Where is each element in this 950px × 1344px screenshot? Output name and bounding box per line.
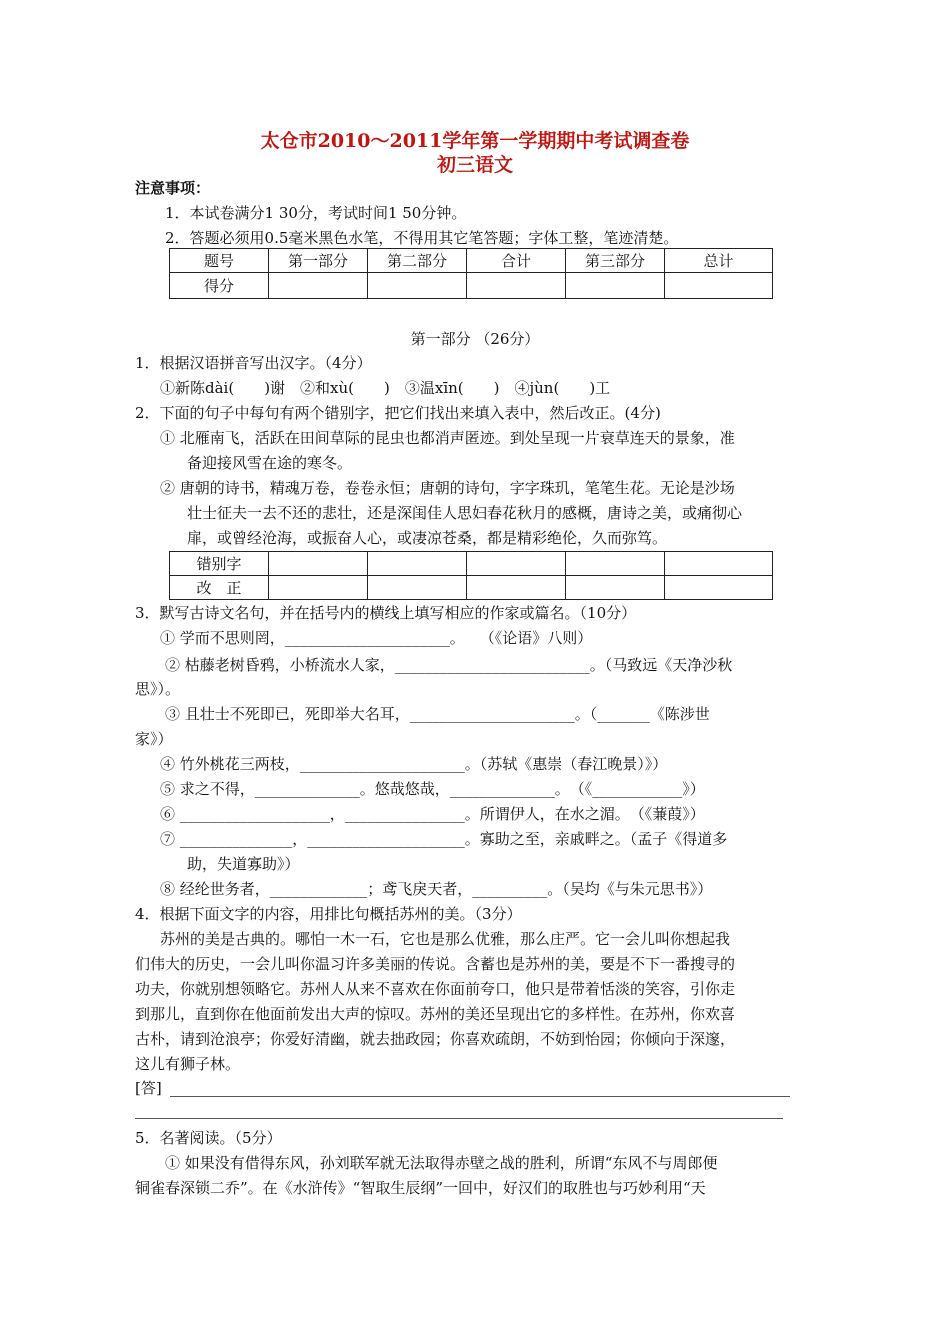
- error-cell[interactable]: [368, 576, 467, 600]
- error-cell[interactable]: [665, 552, 773, 576]
- answer-line[interactable]: [135, 1118, 783, 1119]
- score-cell[interactable]: [566, 273, 665, 299]
- error-table-label: 改 正: [170, 576, 269, 600]
- error-cell[interactable]: [467, 576, 566, 600]
- error-cell[interactable]: [665, 576, 773, 600]
- recite-item-cont: 家》）: [135, 730, 173, 748]
- score-table-header: 第一部分: [269, 249, 368, 273]
- score-table-header: 总计: [665, 249, 773, 273]
- error-cell[interactable]: [566, 552, 665, 576]
- recite-item: ⑧ 经纶世务者，_____________；鸢飞戾天者，__________。（吴均《与朱元思书》）: [160, 880, 713, 898]
- error-cell[interactable]: [368, 552, 467, 576]
- answer-label: [答]: [135, 1079, 162, 1097]
- notes-heading: 注意事项：: [135, 179, 211, 197]
- passage-line: 壮士征夫一去不还的悲壮，还是深闺佳人思妇春花秋月的感概，唐诗之美，或痛彻心: [187, 504, 743, 522]
- score-cell[interactable]: [368, 273, 467, 299]
- score-table-header: 第二部分: [368, 249, 467, 273]
- recite-item: ② 枯藤老树昏鸦，小桥流水人家，__________________________。（马致远《天净沙秋: [165, 656, 733, 674]
- score-table-header: 题号: [170, 249, 269, 273]
- recite-item-cont: 思》）。: [135, 680, 181, 698]
- recite-item: ④ 竹外桃花三两枝，______________________。（苏轼《惠崇（春江晚景）》）: [160, 755, 668, 773]
- question-2: 2．下面的句子中每句有两个错别字，把它们找出来填入表中，然后改正。(4分): [135, 404, 661, 422]
- exam-title: 太仓市2010～2011学年第一学期期中考试调查卷: [260, 130, 690, 152]
- passage-line: ① 如果没有借得东风，孙刘联军就无法取得赤壁之战的胜利，所谓“东风不与周郎便: [165, 1154, 718, 1172]
- notes-item: 1．本试卷满分1 30分，考试时间1 50分钟。: [165, 204, 467, 222]
- passage-line: 铜雀春深锁二乔”。在《水浒传》“智取生辰纲”一回中，好汉们的取胜也与巧妙利用“天: [135, 1179, 706, 1197]
- question-3: 3．默写古诗文名句，并在括号内的横线上填写相应的作家或篇名。（10分）: [135, 604, 637, 622]
- question-1-items: ①新陈dài( )谢 ②和xù( ) ③温xīn( ) ④jùn( )工: [160, 379, 611, 397]
- passage-line: 到那儿，直到你在他面前发出大声的惊叹。苏州的美还呈现出它的多样性。在苏州，你欢喜: [135, 1005, 736, 1023]
- passage-line: 这儿有狮子林。: [135, 1055, 241, 1073]
- error-cell[interactable]: [269, 576, 368, 600]
- score-cell[interactable]: [269, 273, 368, 299]
- error-cell[interactable]: [269, 552, 368, 576]
- recite-item: ① 学而不思则罔，______________________。 （《论语》八则）: [160, 629, 593, 647]
- recite-item-cont: 助，失道寡助》）: [187, 855, 300, 873]
- passage-line: 古朴，请到沧浪亭；你爱好清幽，就去拙政园；你喜欢疏朗，不妨到怡园；你倾向于深邃，: [135, 1030, 736, 1048]
- score-table-row-label: 得分: [170, 273, 269, 299]
- recite-item: ⑦ _______________，_____________________。寡助之至，亲戚畔之。（孟子《得道多: [160, 830, 728, 848]
- recite-item: ⑥ ____________________，________________。所谓伊人，在水之湄。 （《蒹葭》）: [160, 805, 705, 823]
- passage-line: ② 唐朝的诗书，精魂万卷，卷卷永恒；唐朝的诗句，字字珠玑，笔笔生花。无论是沙场: [160, 479, 735, 497]
- question-4: 4．根据下面文字的内容，用排比句概括苏州的美。（3分）: [135, 905, 522, 923]
- passage-line: 备迎接风雪在途的寒冬。: [187, 454, 353, 472]
- notes-item: 2．答题必须用0.5毫米黑色水笔，不得用其它笔答题；字体工整，笔迹清楚。: [165, 229, 679, 247]
- passage-line: ① 北雁南飞，活跃在田间草际的昆虫也都消声匿迹。到处呈现一片衰草连天的景象，准: [160, 429, 735, 447]
- exam-subtitle: 初三语文: [436, 154, 513, 176]
- score-cell[interactable]: [665, 273, 773, 299]
- score-cell[interactable]: [467, 273, 566, 299]
- error-table-label: 错别字: [170, 552, 269, 576]
- answer-line[interactable]: [170, 1096, 790, 1097]
- question-5: 5．名著阅读。（5分）: [135, 1129, 282, 1147]
- error-cell[interactable]: [467, 552, 566, 576]
- part-heading: 第一部分 （26分）: [410, 330, 540, 348]
- recite-item: ⑤ 求之不得，______________。悠哉悠哉，______________。 （《____________》）: [160, 780, 705, 798]
- score-table-header: 第三部分: [566, 249, 665, 273]
- score-table: [169, 248, 773, 299]
- passage-line: 们伟大的历史，一会儿叫你温习许多美丽的传说。含蓄也是苏州的美，要是不下一番搜寻的: [135, 955, 736, 973]
- error-table: [169, 551, 773, 600]
- passage-line: 扉，或曾经沧海，或振奋人心，或凄凉苍桑，都是精彩绝伦，久而弥笃。: [187, 529, 668, 547]
- passage-line: 功夫，你就别想领略它。苏州人从来不喜欢在你面前夸口，他只是带着恬淡的笑容，引你走: [135, 980, 736, 998]
- question-1: 1．根据汉语拼音写出汉字。（4分）: [135, 354, 372, 372]
- error-cell[interactable]: [566, 576, 665, 600]
- passage-line: 苏州的美是古典的。哪怕一木一石，它也是那么优雅，那么庄严。它一会儿叫你想起我: [160, 930, 731, 948]
- recite-item: ③ 且壮士不死即已，死即举大名耳，______________________。（_______《陈涉世: [165, 705, 710, 723]
- score-table-header: 合计: [467, 249, 566, 273]
